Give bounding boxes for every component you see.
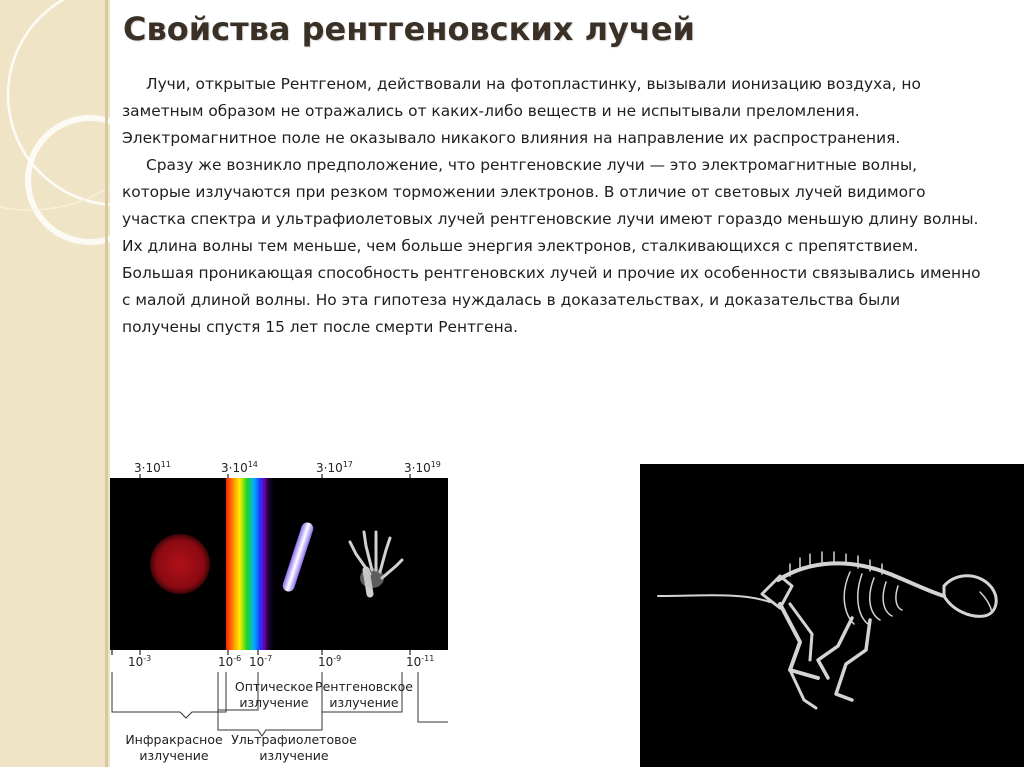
freq-label-4: $3\cdot 10^{19}$: [404, 460, 441, 475]
infrared-label-line1: Инфракрасное: [125, 732, 223, 747]
paragraph-2: Сразу же возникло предположение, что рентгеновские лучи — это электромагнитные волны, которые излучаются при резком торможении электронов. В отличие от световых лучей видимого участка спектра и ультрафиолетовых лучей рентгеновские лучи имеют гораздо меньшую длину волны. Их длина волны тем меньше, чем больше энергия электронов, сталкивающихся с препятствием. Большая проникающая способность рентгеновских лучей и прочие их особенности связывались именно с малой длиной волны. Но эта гипотеза нуждалась в доказательствах, и доказательства были получены спустя 15 лет после смерти Рентгена.: [122, 156, 981, 336]
red-disk-icon: [150, 534, 210, 594]
xray-label-line1: Рентгеновское: [315, 679, 413, 694]
paragraph-1: Лучи, открытые Рентгеном, действовали на фотопластинку, вызывали ионизацию воздуха, но заметным образом не отражались от каких-либо веществ и не испытывали преломления. Электромагнитное поле не оказывало никакого влияния на направление их распространения.: [122, 75, 921, 147]
spectrum-figure: [108, 450, 456, 767]
rat-skeleton-xray-icon: [640, 464, 1024, 767]
slide-title: Свойства рентгеновских лучей: [123, 10, 695, 48]
freq-label-1: $3\cdot 10^{11}$: [134, 460, 171, 475]
optical-label-line1: Оптическое: [234, 679, 314, 694]
xray-label-line2: излучение: [329, 695, 399, 710]
decorative-circles-icon: [0, 0, 110, 767]
decorative-sidebar: [0, 0, 110, 767]
wavelength-label-4: $10^{-9}$: [318, 654, 342, 669]
rainbow-band-icon: [226, 478, 266, 650]
freq-label-3: $3\cdot 10^{17}$: [316, 460, 353, 475]
ultraviolet-label-line1: Ультрафиолетовое: [231, 732, 357, 747]
freq-label-2: $3\cdot 10^{14}$: [221, 460, 258, 475]
band-labels: [125, 679, 413, 763]
ultraviolet-label-line2: излучение: [259, 748, 329, 763]
wavelength-label-1: $10^{-3}$: [128, 654, 152, 669]
wavelength-label-3: $10^{-7}$: [249, 654, 273, 669]
wavelength-label-5: $10^{-11}$: [406, 654, 435, 669]
wavelength-labels: [128, 654, 434, 669]
xray-photo: [640, 464, 1024, 767]
frequency-labels: [134, 460, 441, 475]
wavelength-label-2: $10^{-6}$: [218, 654, 242, 669]
optical-label-line2: излучение: [239, 695, 309, 710]
slide-body: [122, 71, 982, 341]
infrared-label-line2: излучение: [139, 748, 209, 763]
